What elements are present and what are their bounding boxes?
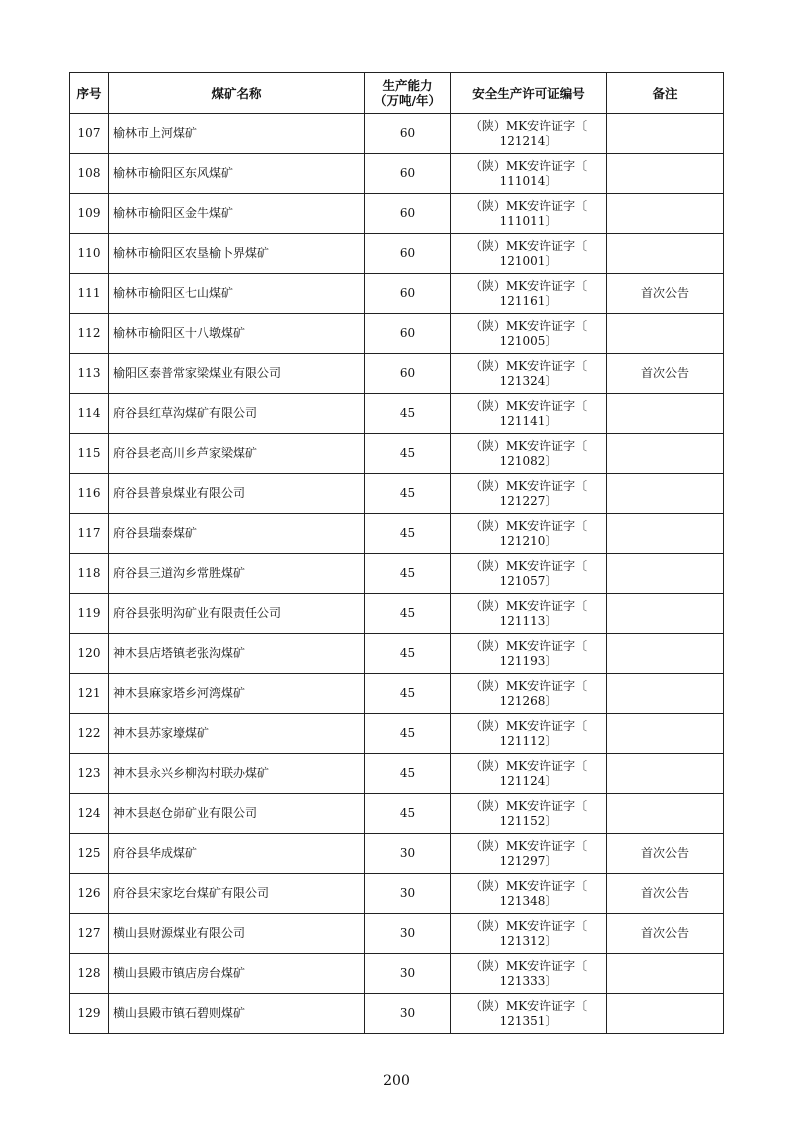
capacity: 60 bbox=[365, 354, 451, 394]
license-number bbox=[451, 874, 607, 914]
license-line1: （陕）MK安许证字〔 bbox=[469, 638, 588, 653]
mine-name: 榆林市榆阳区十八墩煤矿 bbox=[109, 314, 365, 354]
note bbox=[607, 594, 724, 634]
table-row bbox=[70, 834, 724, 874]
license-line1: （陕）MK安许证字〔 bbox=[469, 478, 588, 493]
note: 首次公告 bbox=[607, 834, 724, 874]
mine-name: 府谷县张明沟矿业有限责任公司 bbox=[109, 594, 365, 634]
note bbox=[607, 314, 724, 354]
row-number: 108 bbox=[70, 154, 109, 194]
note bbox=[607, 954, 724, 994]
row-number: 119 bbox=[70, 594, 109, 634]
table-row bbox=[70, 474, 724, 514]
capacity: 45 bbox=[365, 514, 451, 554]
row-number: 117 bbox=[70, 514, 109, 554]
license-number bbox=[451, 914, 607, 954]
row-number: 107 bbox=[70, 114, 109, 154]
note bbox=[607, 714, 724, 754]
row-number: 111 bbox=[70, 274, 109, 314]
license-number bbox=[451, 674, 607, 714]
mine-name: 神木县麻家塔乡河湾煤矿 bbox=[109, 674, 365, 714]
table-row bbox=[70, 634, 724, 674]
header-capacity-line1: 生产能力 bbox=[382, 78, 433, 93]
capacity: 60 bbox=[365, 234, 451, 274]
license-number bbox=[451, 714, 607, 754]
license-line2: 121082〕 bbox=[499, 453, 558, 468]
header-capacity bbox=[365, 73, 451, 114]
mine-name: 横山县殿市镇店房台煤矿 bbox=[109, 954, 365, 994]
license-line2: 121112〕 bbox=[499, 733, 558, 748]
row-number: 120 bbox=[70, 634, 109, 674]
capacity: 30 bbox=[365, 954, 451, 994]
mine-name: 横山县财源煤业有限公司 bbox=[109, 914, 365, 954]
license-number bbox=[451, 794, 607, 834]
mine-name: 榆林市榆阳区农垦榆卜界煤矿 bbox=[109, 234, 365, 274]
license-line2: 111014〕 bbox=[499, 173, 558, 188]
mine-name: 府谷县红草沟煤矿有限公司 bbox=[109, 394, 365, 434]
license-line1: （陕）MK安许证字〔 bbox=[469, 198, 588, 213]
note bbox=[607, 754, 724, 794]
row-number: 122 bbox=[70, 714, 109, 754]
header-capacity-line2: （万吨/年） bbox=[373, 93, 442, 108]
license-line1: （陕）MK安许证字〔 bbox=[469, 318, 588, 333]
mine-name: 榆阳区泰普常家梁煤业有限公司 bbox=[109, 354, 365, 394]
header-no: 序号 bbox=[70, 73, 109, 114]
capacity: 60 bbox=[365, 154, 451, 194]
capacity: 30 bbox=[365, 914, 451, 954]
license-number bbox=[451, 114, 607, 154]
license-line2: 121152〕 bbox=[499, 813, 558, 828]
note: 首次公告 bbox=[607, 274, 724, 314]
header-name: 煤矿名称 bbox=[109, 73, 365, 114]
mine-name: 神木县店塔镇老张沟煤矿 bbox=[109, 634, 365, 674]
capacity: 45 bbox=[365, 714, 451, 754]
table-row bbox=[70, 314, 724, 354]
license-line2: 121161〕 bbox=[499, 293, 558, 308]
table-header-row bbox=[70, 73, 724, 114]
license-line2: 121351〕 bbox=[499, 1013, 558, 1028]
row-number: 113 bbox=[70, 354, 109, 394]
row-number: 110 bbox=[70, 234, 109, 274]
capacity: 30 bbox=[365, 994, 451, 1034]
mine-name: 横山县殿市镇石碧则煤矿 bbox=[109, 994, 365, 1034]
license-number bbox=[451, 194, 607, 234]
note bbox=[607, 674, 724, 714]
row-number: 118 bbox=[70, 554, 109, 594]
license-number bbox=[451, 634, 607, 674]
capacity: 45 bbox=[365, 794, 451, 834]
mine-name: 府谷县老高川乡芦家梁煤矿 bbox=[109, 434, 365, 474]
row-number: 127 bbox=[70, 914, 109, 954]
license-line1: （陕）MK安许证字〔 bbox=[469, 558, 588, 573]
license-line2: 121324〕 bbox=[499, 373, 558, 388]
mine-name: 神木县永兴乡柳沟村联办煤矿 bbox=[109, 754, 365, 794]
row-number: 109 bbox=[70, 194, 109, 234]
row-number: 124 bbox=[70, 794, 109, 834]
row-number: 121 bbox=[70, 674, 109, 714]
mine-name: 榆林市上河煤矿 bbox=[109, 114, 365, 154]
capacity: 45 bbox=[365, 594, 451, 634]
capacity: 60 bbox=[365, 314, 451, 354]
license-number bbox=[451, 954, 607, 994]
license-number bbox=[451, 154, 607, 194]
table-row bbox=[70, 914, 724, 954]
license-line1: （陕）MK安许证字〔 bbox=[469, 158, 588, 173]
table-row bbox=[70, 554, 724, 594]
capacity: 45 bbox=[365, 394, 451, 434]
license-line1: （陕）MK安许证字〔 bbox=[469, 678, 588, 693]
mine-name: 府谷县瑞泰煤矿 bbox=[109, 514, 365, 554]
license-line2: 121141〕 bbox=[499, 413, 558, 428]
license-line1: （陕）MK安许证字〔 bbox=[469, 798, 588, 813]
table-body bbox=[70, 114, 724, 1034]
row-number: 129 bbox=[70, 994, 109, 1034]
mine-name: 府谷县三道沟乡常胜煤矿 bbox=[109, 554, 365, 594]
license-number bbox=[451, 274, 607, 314]
license-line1: （陕）MK安许证字〔 bbox=[469, 878, 588, 893]
table-row bbox=[70, 234, 724, 274]
mine-name: 府谷县华成煤矿 bbox=[109, 834, 365, 874]
mine-name: 榆林市榆阳区东风煤矿 bbox=[109, 154, 365, 194]
capacity: 45 bbox=[365, 434, 451, 474]
note: 首次公告 bbox=[607, 914, 724, 954]
row-number: 116 bbox=[70, 474, 109, 514]
table-row bbox=[70, 674, 724, 714]
note: 首次公告 bbox=[607, 874, 724, 914]
license-line1: （陕）MK安许证字〔 bbox=[469, 118, 588, 133]
license-line1: （陕）MK安许证字〔 bbox=[469, 238, 588, 253]
note bbox=[607, 394, 724, 434]
license-line1: （陕）MK安许证字〔 bbox=[469, 438, 588, 453]
license-line2: 121210〕 bbox=[499, 533, 558, 548]
license-line2: 111011〕 bbox=[499, 213, 558, 228]
capacity: 60 bbox=[365, 194, 451, 234]
license-line2: 121348〕 bbox=[499, 893, 558, 908]
note bbox=[607, 194, 724, 234]
license-line1: （陕）MK安许证字〔 bbox=[469, 958, 588, 973]
header-license: 安全生产许可证编号 bbox=[451, 73, 607, 114]
license-number bbox=[451, 994, 607, 1034]
row-number: 128 bbox=[70, 954, 109, 994]
license-line2: 121193〕 bbox=[499, 653, 558, 668]
note bbox=[607, 234, 724, 274]
table-row bbox=[70, 794, 724, 834]
table-row bbox=[70, 994, 724, 1034]
license-line2: 121113〕 bbox=[499, 613, 558, 628]
mine-name: 府谷县宋家圪台煤矿有限公司 bbox=[109, 874, 365, 914]
mine-name: 榆林市榆阳区七山煤矿 bbox=[109, 274, 365, 314]
note bbox=[607, 154, 724, 194]
note bbox=[607, 794, 724, 834]
license-number bbox=[451, 554, 607, 594]
license-line1: （陕）MK安许证字〔 bbox=[469, 598, 588, 613]
row-number: 115 bbox=[70, 434, 109, 474]
row-number: 123 bbox=[70, 754, 109, 794]
mine-name: 神木县赵仓峁矿业有限公司 bbox=[109, 794, 365, 834]
license-number bbox=[451, 354, 607, 394]
table-row bbox=[70, 874, 724, 914]
license-line1: （陕）MK安许证字〔 bbox=[469, 718, 588, 733]
license-number bbox=[451, 234, 607, 274]
mine-name: 榆林市榆阳区金牛煤矿 bbox=[109, 194, 365, 234]
table-row bbox=[70, 594, 724, 634]
capacity: 30 bbox=[365, 874, 451, 914]
table-row bbox=[70, 154, 724, 194]
note bbox=[607, 634, 724, 674]
license-line1: （陕）MK安许证字〔 bbox=[469, 998, 588, 1013]
license-line2: 121214〕 bbox=[499, 133, 558, 148]
mine-name: 神木县苏家壕煤矿 bbox=[109, 714, 365, 754]
license-line2: 121057〕 bbox=[499, 573, 558, 588]
capacity: 45 bbox=[365, 474, 451, 514]
license-line1: （陕）MK安许证字〔 bbox=[469, 518, 588, 533]
note: 首次公告 bbox=[607, 354, 724, 394]
capacity: 60 bbox=[365, 274, 451, 314]
table-row bbox=[70, 114, 724, 154]
license-number bbox=[451, 594, 607, 634]
coal-mine-table bbox=[69, 72, 724, 1034]
table-row bbox=[70, 514, 724, 554]
license-line2: 121001〕 bbox=[499, 253, 558, 268]
license-number bbox=[451, 474, 607, 514]
mine-name: 府谷县普泉煤业有限公司 bbox=[109, 474, 365, 514]
license-number bbox=[451, 314, 607, 354]
license-line2: 121124〕 bbox=[499, 773, 558, 788]
capacity: 60 bbox=[365, 114, 451, 154]
capacity: 45 bbox=[365, 754, 451, 794]
table-row bbox=[70, 954, 724, 994]
license-line1: （陕）MK安许证字〔 bbox=[469, 838, 588, 853]
license-line2: 121312〕 bbox=[499, 933, 558, 948]
note bbox=[607, 994, 724, 1034]
page-number: 200 bbox=[383, 1073, 410, 1089]
license-line1: （陕）MK安许证字〔 bbox=[469, 278, 588, 293]
table-row bbox=[70, 754, 724, 794]
license-line1: （陕）MK安许证字〔 bbox=[469, 918, 588, 933]
license-line2: 121268〕 bbox=[499, 693, 558, 708]
license-number bbox=[451, 834, 607, 874]
license-line1: （陕）MK安许证字〔 bbox=[469, 358, 588, 373]
license-line1: （陕）MK安许证字〔 bbox=[469, 758, 588, 773]
note bbox=[607, 474, 724, 514]
row-number: 126 bbox=[70, 874, 109, 914]
table-row bbox=[70, 274, 724, 314]
table-row bbox=[70, 714, 724, 754]
capacity: 45 bbox=[365, 634, 451, 674]
note bbox=[607, 554, 724, 594]
header-note: 备注 bbox=[607, 73, 724, 114]
table-row bbox=[70, 434, 724, 474]
row-number: 125 bbox=[70, 834, 109, 874]
license-line1: （陕）MK安许证字〔 bbox=[469, 398, 588, 413]
license-line2: 121297〕 bbox=[499, 853, 558, 868]
note bbox=[607, 114, 724, 154]
table-row bbox=[70, 354, 724, 394]
note bbox=[607, 514, 724, 554]
license-number bbox=[451, 754, 607, 794]
capacity: 45 bbox=[365, 674, 451, 714]
license-number bbox=[451, 434, 607, 474]
license-line2: 121333〕 bbox=[499, 973, 558, 988]
license-line2: 121227〕 bbox=[499, 493, 558, 508]
license-line2: 121005〕 bbox=[499, 333, 558, 348]
capacity: 45 bbox=[365, 554, 451, 594]
row-number: 114 bbox=[70, 394, 109, 434]
row-number: 112 bbox=[70, 314, 109, 354]
table-row bbox=[70, 194, 724, 234]
license-number bbox=[451, 394, 607, 434]
license-number bbox=[451, 514, 607, 554]
capacity: 30 bbox=[365, 834, 451, 874]
note bbox=[607, 434, 724, 474]
table-row bbox=[70, 394, 724, 434]
